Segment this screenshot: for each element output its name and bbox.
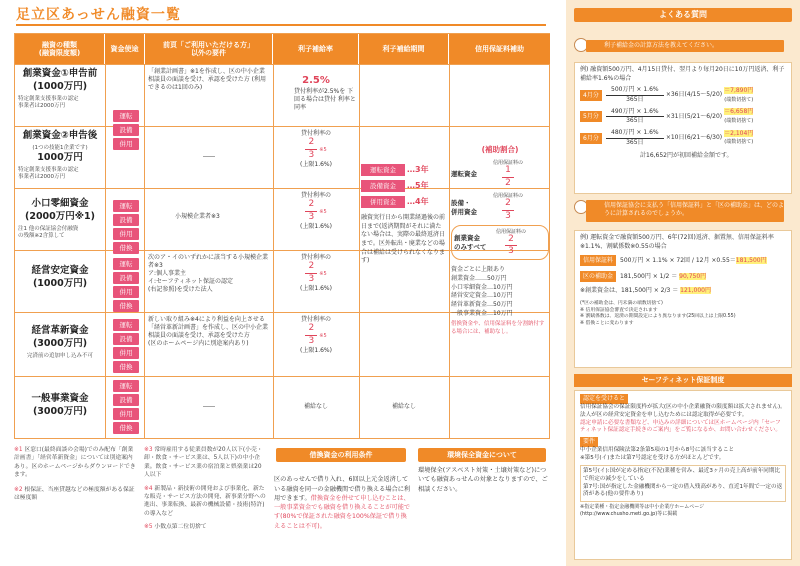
safety-text-4: ※指定業種・指定金融機関等は中小企業庁ホームページ (http://www.chusho.meti.go.jp)等に掲載 (580, 504, 705, 518)
footnote-text: 新製品・新技術の開発および事業化、新たな販売・サービス方法の開発、新事業分野への進出、事業転換、最新の機械設備・技術(特許)の導入など (144, 485, 266, 517)
usage-group (106, 378, 146, 436)
rate-label: 貸付利率の (300, 254, 331, 261)
cap-note: 借換資金や、信用保証料を分割納付する場合には、補助なし。 (451, 321, 545, 336)
subsidy-value: 90,750円 (679, 273, 707, 281)
month-calc (580, 129, 786, 147)
month-num: 490万円 × 1.6% (611, 107, 659, 115)
footnote (144, 485, 266, 519)
page-title: 足立区あっせん融資一覧 (16, 7, 181, 23)
safety-text-1: 信用保証協会の保証限度枠が拡大(区の中小企業融資の限度額は拡大されません)。 法人が区の経営安定資金を申し込むためには認定取得が必要です。 (580, 404, 786, 418)
period-item (361, 164, 447, 176)
month-eq: ＝6,658円 (724, 108, 754, 116)
footnote (144, 523, 266, 531)
month-mult: ×31日(5/21〜6/20) (665, 112, 723, 120)
loan-name: 経営革新資金 (31, 325, 89, 336)
guarantee-num: 1 (505, 165, 511, 175)
safety-net-body (574, 390, 792, 560)
usage-pill: 借換 (113, 422, 139, 434)
header-usage: 資金使途 (105, 34, 145, 64)
usage-group (106, 198, 146, 256)
month-fraction (606, 108, 664, 126)
guarantee-fraction-box (493, 192, 523, 222)
requirement-text: ―― (203, 403, 215, 410)
fee-label: 信用保証料 (580, 255, 616, 266)
usage-pill: 併用 (113, 286, 139, 298)
footnote-mark: ※4 (144, 485, 153, 492)
footnote-text: 小数点第二位切捨て (154, 524, 207, 531)
footnote (14, 446, 136, 480)
rate-cap: (上限1.6%) (300, 160, 332, 168)
month-calc (580, 86, 786, 104)
guarantee-caps (451, 266, 549, 337)
guarantee-sub: 信用保証料の (493, 160, 524, 166)
cap-title: 資金ごとに上限あり (451, 266, 506, 274)
cap-item: 小口零細資金…10万円 (451, 283, 513, 291)
rate-numerator: 2 (308, 137, 315, 148)
period-label: 運転資金 (361, 164, 405, 176)
rate-denominator: 3 (308, 273, 315, 284)
month-label: 5月分 (580, 111, 602, 122)
guarantee-den: 3 (505, 210, 511, 221)
period-text: 補給なし (391, 403, 416, 410)
guarantee-den: 2 (505, 177, 511, 188)
rate-numerator: 2 (308, 199, 315, 210)
faq-title: よくある質問 (574, 8, 792, 22)
usage-pill: 併用 (113, 228, 139, 240)
loan-limit: (2000万円※1) (25, 210, 95, 222)
footnote-text: 根保証、当座貸越などの極度額がある保証は極度額 (14, 486, 135, 501)
footnote-text: 区窓口(最終面談の会場)でのみ配布「創業計画書」「経営革新資金」については別途案内あり。区のホームページからダウンロードできます。 (14, 447, 136, 479)
usage-pill: 設備 (113, 214, 139, 226)
rate-denominator: 3 (308, 149, 315, 160)
requirement-text: 新しい取り組み※4により利益を向上させる「経営革新計画書」を作成し、区の中小企業相談員の面談を受け、承認を受けた方 (区のホームページ内に別途案内あり) (148, 316, 269, 348)
interest-period-block (361, 164, 447, 266)
rate-numerator: 2 (308, 323, 315, 334)
rate-cell (273, 189, 359, 234)
header-requirements: 前頁「ご利用いただける方」 以外の要件 (145, 34, 273, 64)
usage-pill: 運転 (113, 380, 139, 392)
month-den: 365日 (626, 138, 644, 146)
cap-item: 経営安定資金…10万円 (451, 292, 513, 300)
refinance-conditions-body (274, 466, 412, 531)
usage-group (106, 256, 146, 314)
month-den: 365日 (626, 96, 644, 104)
usage-group (106, 108, 146, 152)
rate-subnote: 貸付利率が2.5%を 下回る場合は貸付 利率と同率 (294, 87, 356, 111)
faq-question-1: 利子補給金の計算方法を教えてください。 (586, 40, 784, 52)
footnotes-mid (144, 446, 266, 532)
guarantee-title: (補助割合) (481, 145, 519, 154)
header-interest-rate: 利子補給率 (273, 34, 359, 64)
fine-line: ※ 割賦係数は、返済の期間設定により異なります(25回以上は上限0.55) (580, 314, 736, 320)
safety-sub1: 認定を受けると (580, 394, 628, 404)
footnote (144, 446, 266, 480)
header-guarantee-subsidy: 信用保証料補助 (449, 34, 550, 64)
fee-value: 181,500円 (735, 257, 767, 265)
period-years: …5年 (407, 181, 429, 190)
safety-text-3: 第5号(イ):国が定める指定(不況)業種を営み、最近3ヶ月の売上高が前年同期比で所定の減少をしている 第7号:国が指定した金融機関から一定の借入残高があり、直近1年間で一定の返済がある(他の要件あり) (580, 465, 786, 502)
usage-pill: 運転 (113, 258, 139, 270)
conditions-highlight: 借換資金を併せて申し込むことは、一般事業資金でも融資を借り換えることが可能です(80%で保証された融資を100%保証で借り換えることは不可)。 (274, 494, 411, 530)
month-den: 365日 (626, 117, 644, 125)
month-label: 6月分 (580, 133, 602, 144)
footnotes-left (14, 446, 136, 502)
month-eq: ＝2,104円 (724, 129, 754, 137)
loan-table (14, 33, 550, 439)
table-row (15, 64, 549, 126)
example-1: 例) 融資額500万円、4月15日貸付、翌月より毎月20日に10万円返済、利子補給率1.6%の場合 (580, 66, 785, 82)
faq-answer-1 (574, 62, 792, 194)
table-row (15, 376, 549, 439)
fee-calc (580, 255, 786, 266)
month-fraction (606, 129, 664, 147)
fine-line: ※ 信用保証協会審査で決定されます (580, 307, 658, 313)
footnote-mark: ※5 (144, 524, 153, 531)
loan-limit: 1000万円 (37, 152, 83, 164)
environment-title: 環境保全資金について (418, 448, 546, 462)
loan-name: 創業資金①申告前 (22, 68, 98, 79)
loan-name: 創業資金②申告後 (22, 130, 98, 141)
rate-fraction (305, 138, 317, 161)
loan-limit: (1000万円) (32, 277, 88, 289)
guarantee-num: 2 (508, 233, 514, 244)
requirement-text: 小規模企業者※3 (175, 213, 220, 220)
cap-item: 創業資金……50万円 (451, 275, 507, 283)
rate-label: 貸付利率の (300, 130, 331, 137)
loan-name: 経営安定資金 (31, 265, 89, 276)
period-note: 融資実行日から開業経過後の前日まで(返済期間がそれに満たない場合は、実際の最終返済日まで。区外転出・廃業などの場合は補給は受けられなくなります) (361, 214, 446, 265)
month-result (724, 87, 753, 104)
loan-subnote: 完済前の追加申し込み不可 (26, 352, 93, 359)
usage-pill: 併用 (113, 347, 139, 359)
month-eq: ＝7,890円 (724, 86, 754, 94)
loan-name-cell (15, 127, 105, 185)
subsidy2-calc (580, 287, 786, 296)
safety-sub2: 要件 (580, 437, 598, 447)
loan-limit: (1000万円) (32, 80, 88, 92)
loan-name: 小口零細資金 (31, 198, 89, 209)
month-mult: ×36日(4/15〜5/20) (665, 91, 723, 99)
conditions-text: 区のあっせんで借り入れ、6回以上元金返済している融資を同一の金融機関で借り換える場合に利用できます。 (274, 476, 411, 502)
month-fraction (606, 86, 664, 104)
rate-cell (273, 313, 359, 358)
guarantee-label: 運転資金 (451, 170, 477, 179)
guarantee-sub: 信用保証料の (496, 228, 527, 235)
fine-print (580, 301, 786, 328)
month-cut: (端数切捨て) (724, 117, 754, 124)
subsidy2-value: 121,000円 (680, 287, 711, 295)
guarantee-sub: 信用保証料の (493, 192, 524, 199)
safety-text-2: 中小企業信用保険法第2条第5項の1号から8号に該当すること ※第5号(イ)または第7号認定を受ける方がほとんどです。 (580, 447, 735, 462)
month-cut: (端数切捨て) (724, 96, 754, 103)
requirement-text: 次のア・イのいずれかに該当する小規模企業者※3 ア:個人事業主 イ:セーフティネット保証の認定 (右記参照)を受けた法人 (148, 254, 269, 294)
faq-panel (566, 0, 800, 566)
guarantee-item (451, 192, 549, 222)
month-num: 480万円 × 1.6% (611, 129, 659, 137)
loan-note: (1つの技能1企業です) (32, 144, 88, 151)
fee-formula: 500万円 × 1.1% × 72回 / 12月 ×0.55＝ (620, 257, 736, 265)
rate-footnote: ※5 (319, 270, 327, 277)
rate-denominator: 3 (308, 335, 315, 346)
example-2: 例) 運転資金で融資額500万円、6年(72回)返済、据置無、信用保証料率※1.1%、割賦係数※0.55の場合 (580, 234, 774, 250)
faq-question-2: 信用保証協会に支払う「信用保証料」と「区の補助金」は、どのように計算されるのでしょうか。 (586, 200, 784, 222)
guarantee-fraction-box (493, 159, 523, 189)
rate-footnote: ※5 (319, 146, 327, 153)
loan-name: 一般事業資金 (31, 393, 89, 404)
requirement-text: 「創業計画書」※1を作成し、区の中小企業相談員の面談を受け、承認を受けた方 (利用できるのは1回のみ) (148, 68, 267, 92)
usage-pill: 運転 (113, 110, 139, 122)
period-label: 設備資金 (361, 180, 405, 192)
usage-pill: 設備 (113, 124, 139, 136)
loan-subnote: 特定創業支援事業の認定 事業者は2000万円 (18, 95, 79, 110)
rate-footnote: ※5 (319, 332, 327, 339)
rate-fraction (305, 200, 317, 223)
subsidy-formula: 181,500円 × 1/2 ＝ (620, 273, 678, 281)
rate-text: 補給なし (303, 403, 328, 410)
rate-footnote: ※5 (319, 208, 327, 215)
fine-line: ※ 借換ことに変わります (580, 321, 634, 327)
fine-line: (*区の補助金は、円未満の端数切捨て) (580, 301, 663, 307)
loan-name-cell (15, 65, 105, 113)
refinance-conditions-title: 借換資金の利用条件 (276, 448, 406, 462)
period-item (361, 180, 447, 192)
rate-cap: (上限1.6%) (300, 222, 332, 230)
usage-column (105, 64, 145, 439)
loan-subnote: 注1 他の保証協会付融資 の残額※2含算して (18, 225, 79, 240)
rate-fraction (305, 324, 317, 347)
guarantee-num: 2 (505, 197, 511, 208)
month-label: 4月分 (580, 90, 602, 101)
guarantee-item (451, 225, 549, 261)
month-num: 500万円 × 1.6% (611, 86, 659, 94)
loan-name-cell (15, 377, 105, 422)
cap-item: 一般事業資金…10万円 (451, 309, 513, 317)
loan-name-cell (15, 251, 105, 294)
title-underline (16, 24, 546, 26)
period-years: …3年 (407, 165, 429, 174)
usage-pill: 設備 (113, 333, 139, 345)
rate-numerator: 2 (308, 261, 315, 272)
rate-cap: (上限1.6%) (300, 346, 332, 354)
period-years: …4年 (407, 197, 429, 206)
rate-label: 貸付利率の (300, 316, 331, 323)
header-loan-type: 融資の種類 (融資限度額) (15, 34, 105, 64)
usage-pill: 設備 (113, 394, 139, 406)
footnote-mark: ※3 (144, 447, 153, 453)
requirement-text: ―― (203, 153, 215, 160)
safety-text-1b: 認定申請に必要な書類など、申込みの詳細については区ホームページ内「セーフティネット保証認定手続きのご案内」をご覧になるか、お問い合わせください。 (580, 419, 781, 434)
header-interest-period: 利子補給期間 (359, 34, 449, 64)
rate-value: 2.5% (302, 75, 330, 86)
month-result (724, 130, 753, 147)
rate-cell (273, 127, 359, 172)
cap-item: 経営革新資金…50万円 (451, 301, 513, 309)
footnote-text: 常時雇用する従業員数が20人以下(小売・卸・飲食・サービス業は、5人以下)の中小企業。飲食・サービス業の宿泊業と娯楽業は20人以下 (144, 447, 263, 479)
month-cut: (端数切捨て) (724, 139, 754, 146)
rate-label: 貸付利率の (300, 192, 331, 199)
guarantee-label: 創業資金 のみすべて (454, 234, 487, 252)
usage-pill: 運転 (113, 319, 139, 331)
usage-group (106, 317, 146, 375)
period-label: 併用資金 (361, 196, 405, 208)
guarantee-item (451, 159, 549, 189)
loan-limit: (3000万円) (32, 337, 88, 349)
faq-answer-2 (574, 230, 792, 368)
footnote-mark: ※2 (14, 486, 23, 493)
month-mult: ×10日(6/21〜6/30) (665, 133, 723, 141)
guarantee-den: 3 (508, 246, 514, 257)
usage-pill: 借換 (113, 242, 139, 254)
usage-pill: 併用 (113, 408, 139, 420)
guarantee-fraction-box (496, 228, 526, 258)
environment-body: 環境保全(アスベスト対策・土壌対策など)についても融資あっせんの対象となりますので、ご相談ください。 (418, 467, 548, 493)
usage-pill: 併用 (113, 138, 139, 150)
footnote (14, 486, 136, 503)
guarantee-block (451, 144, 549, 337)
loan-limit: (3000万円) (32, 405, 88, 417)
usage-pill: 運転 (113, 200, 139, 212)
usage-pill: 設備 (113, 272, 139, 284)
loan-subnote: 特定創業支援事業の認定 事業者は2000万円 (18, 167, 79, 181)
usage-pill: 借換 (113, 300, 139, 312)
rate-fraction (305, 262, 317, 285)
period-item (361, 196, 447, 208)
rate-cell (273, 65, 359, 115)
rate-cap: (上限1.6%) (300, 284, 332, 292)
subsidy2-formula: ※創業資金は、181,500円 × 2/3 ＝ (580, 287, 679, 295)
guarantee-label: 設備・ 併用資金 (451, 198, 477, 216)
rate-cell (273, 251, 359, 296)
subsidy-calc (580, 271, 786, 282)
total-text: 計16,652円が初回補給金額です。 (640, 151, 733, 159)
footnote-mark: ※1 (14, 447, 23, 453)
month-result (724, 108, 753, 125)
loan-name-cell (15, 313, 105, 363)
usage-pill: 借換 (113, 361, 139, 373)
subsidy-label: 区の補助金 (580, 271, 616, 282)
month-calc (580, 108, 786, 126)
rate-denominator: 3 (308, 211, 315, 222)
safety-net-title: セーフティネット保証制度 (574, 374, 792, 387)
loan-name-cell (15, 189, 105, 243)
